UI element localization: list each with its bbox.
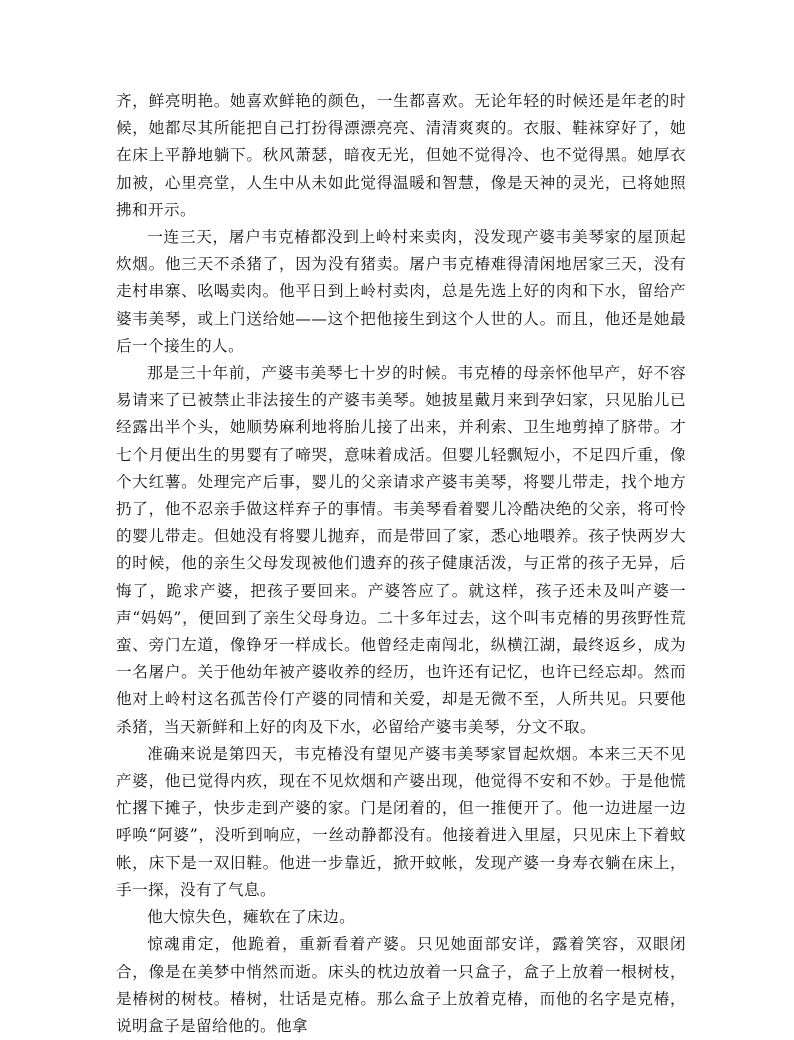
paragraph-6: 惊魂甫定，他跪着，重新看着产婆。只见她面部安详，露着笑容，双眼闭合，像是在美梦中悄然而逝。床头的枕边放着一只盒子，盒子上放着一根树枝，是椿树的树枝。椿树，壮话是克椿。那么盒子上放着克椿，而他的名字是克椿，说明盒子是留给他的。他拿 <box>116 935 686 1035</box>
paragraph-3: 那是三十年前，产婆韦美琴七十岁的时候。韦克椿的母亲怀他早产，好不容易请来了已被禁止非法接生的产婆韦美琴。她披星戴月来到孕妇家，只见胎儿已经露出半个头，她顺势麻利地将胎儿接了出来，并利索、卫生地剪掉了脐带。才七个月便出生的男婴有了啼哭，意味着成活。但婴儿轻飘短小，不足四斤重，像个大红薯。处理完产后事，婴儿的父亲请求产婆韦美琴，将婴儿带走，找个地方扔了，他不忍亲手做这样弃子的事情。韦美琴看着婴儿冷酷决绝的父亲，将可怜的婴儿带走。但她没有将婴儿抛弃，而是带回了家，悉心地喂养。孩子快两岁大的时候，他的亲生父母发现被他们遗弃的孩子健康活泼，与正常的孩子无异，后悔了，跪求产婆，把孩子要回来。产婆答应了。就这样，孩子还未及叫产婆一声“妈妈”，便回到了亲生父母身边。二十多年过去，这个叫韦克椿的男孩野性荒蛮、旁门左道，像铮牙一样成长。他曾经走南闯北，纵横江湖，最终返乡，成为一名屠户。关于他幼年被产婆收养的经历，也许还有记忆，也许已经忘却。然而他对上岭村这名孤苦伶仃产婆的同情和关爱，却是无微不至，人所共见。只要他杀猪，当天新鲜和上好的肉及下水，必留给产婆韦美琴，分文不取。 <box>116 364 686 736</box>
paragraph-4: 准确来说是第四天，韦克椿没有望见产婆韦美琴家冒起炊烟。本来三天不见产婆，他已觉得内疚，现在不见炊烟和产婆出现，他觉得不安和不妙。于是他慌忙撂下摊子，快步走到产婆的家。门是闭着的，但一推便开了。他一边进屋一边呼唤“阿婆”，没听到响应，一丝动静都没有。他接着进入里屋，只见床上下着蚊帐，床下是一双旧鞋。他进一步靠近，掀开蚊帐，发现产婆一身寿衣躺在床上，手一探，没有了气息。 <box>116 744 686 899</box>
document-page <box>116 88 686 1040</box>
paragraph-1: 齐，鲜亮明艳。她喜欢鲜艳的颜色，一生都喜欢。无论年轻的时候还是年老的时候，她都尽其所能把自己打扮得漂漂亮亮、清清爽爽的。衣服、鞋袜穿好了，她在床上平静地躺下。秋风萧瑟，暗夜无光，但她不觉得冷、也不觉得黑。她厚衣加被，心里亮堂，人生中从未如此觉得温暖和智慧，像是天神的灵光，已将她照拂和开示。 <box>116 92 686 219</box>
paragraph-2: 一连三天，屠户韦克椿都没到上岭村来卖肉，没发现产婆韦美琴家的屋顶起炊烟。他三天不杀猪了，因为没有猪卖。屠户韦克椿难得清闲地居家三天，没有走村串寨、吆喝卖肉。他平日到上岭村卖肉，总是先选上好的肉和下水，留给产婆韦美琴，或上门送给她——这个把他接生到这个人世的人。而且，他还是她最后一个接生的人。 <box>116 228 686 355</box>
paragraph-5: 他大惊失色，瘫软在了床边。 <box>147 908 356 927</box>
